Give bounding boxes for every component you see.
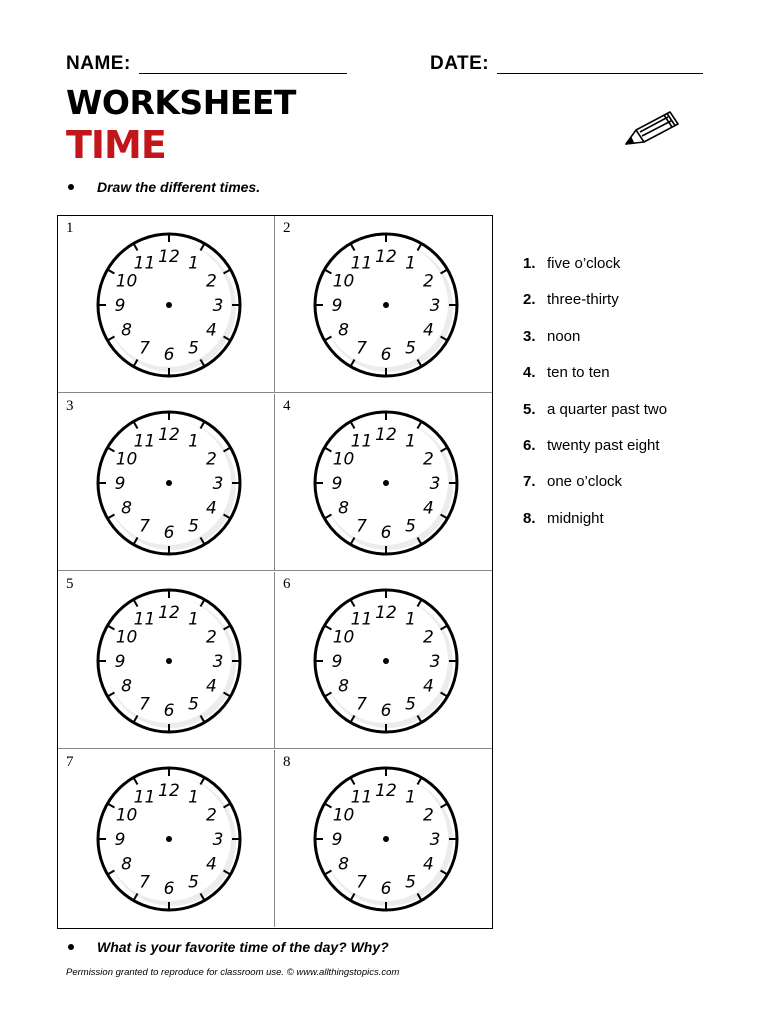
bullet <box>68 184 74 190</box>
clock-number: 9 <box>331 652 343 672</box>
clock-number: 3 <box>429 296 441 316</box>
clock-face-icon[interactable] <box>87 405 251 561</box>
task-number: 5. <box>523 400 536 418</box>
clock-number: 10 <box>332 805 355 826</box>
worksheet-title: WORKSHEET <box>66 83 296 122</box>
task-number: 6. <box>523 437 536 454</box>
task-item <box>523 510 604 527</box>
clock-center <box>383 836 389 842</box>
clock-number: 7 <box>356 872 367 893</box>
task-item <box>523 401 667 418</box>
clock-number: 9 <box>331 830 343 850</box>
clock-number: 3 <box>212 474 224 494</box>
task-number: 7. <box>523 473 536 491</box>
pencil-icon <box>622 108 684 152</box>
clock-number: 12 <box>375 247 397 267</box>
clock-grid <box>57 215 493 929</box>
clock-number: 5 <box>188 872 199 893</box>
clock-cell[interactable] <box>58 750 275 927</box>
clock-number: 12 <box>158 425 180 445</box>
cell-number: 1 <box>66 220 74 236</box>
question-text: What is your favorite time of the day? Why? <box>97 939 389 955</box>
clock-number: 3 <box>429 652 441 672</box>
clock-face-icon[interactable] <box>304 761 468 917</box>
clock-number: 8 <box>338 854 349 875</box>
clock-cell[interactable] <box>58 394 275 571</box>
clock-center <box>166 302 172 308</box>
clock-face-icon[interactable] <box>304 405 468 561</box>
name-field[interactable] <box>139 73 347 74</box>
task-number: 4. <box>523 364 536 382</box>
instruction-text: Draw the different times. <box>97 179 261 195</box>
clock-number: 1 <box>188 431 199 452</box>
clock-number: 6 <box>163 345 175 365</box>
clock-number: 4 <box>423 676 434 697</box>
clock-number: 6 <box>380 879 392 899</box>
clock-number: 8 <box>121 676 132 697</box>
clock-number: 5 <box>188 516 199 537</box>
clock-number: 12 <box>158 603 180 623</box>
bullet <box>68 944 74 950</box>
clock-number: 8 <box>338 320 349 341</box>
clock-number: 2 <box>423 627 434 648</box>
clock-number: 7 <box>139 694 150 715</box>
name-label: NAME: <box>66 53 131 74</box>
clock-face-icon[interactable] <box>87 227 251 383</box>
clock-number: 5 <box>405 338 416 359</box>
clock-cell[interactable] <box>275 394 492 571</box>
task-number: 1. <box>523 255 536 272</box>
cell-number: 8 <box>283 754 291 770</box>
clock-face-icon[interactable] <box>304 583 468 739</box>
clock-number: 1 <box>405 609 416 630</box>
clock-number: 7 <box>356 338 367 359</box>
clock-number: 5 <box>405 516 416 537</box>
clock-number: 9 <box>114 296 126 316</box>
clock-number: 10 <box>115 627 138 648</box>
cell-number: 5 <box>66 576 74 592</box>
cell-number: 3 <box>66 398 74 414</box>
clock-number: 9 <box>331 474 343 494</box>
clock-number: 10 <box>332 449 355 470</box>
clock-number: 5 <box>188 338 199 359</box>
clock-number: 12 <box>158 247 180 267</box>
clock-cell[interactable] <box>275 572 492 749</box>
task-item <box>523 364 610 381</box>
clock-number: 3 <box>212 296 224 316</box>
clock-number: 8 <box>121 498 132 519</box>
clock-number: 11 <box>133 431 156 452</box>
clock-number: 6 <box>380 701 392 721</box>
clock-number: 8 <box>338 676 349 697</box>
clock-number: 4 <box>206 854 217 875</box>
clock-number: 6 <box>380 523 392 543</box>
clock-number: 12 <box>375 781 397 801</box>
clock-number: 5 <box>188 694 199 715</box>
clock-number: 12 <box>158 781 180 801</box>
clock-number: 1 <box>188 253 199 274</box>
clock-number: 2 <box>206 271 217 292</box>
clock-number: 5 <box>405 872 416 893</box>
clock-number: 8 <box>338 498 349 519</box>
clock-face-icon[interactable] <box>87 583 251 739</box>
clock-number: 9 <box>114 474 126 494</box>
task-text: three-thirty <box>547 291 619 309</box>
task-text: ten to ten <box>547 364 610 382</box>
footer-permission: Permission granted to reproduce for classroom use. © www.allthingstopics.com <box>66 967 400 978</box>
clock-number: 11 <box>350 253 373 274</box>
clock-number: 2 <box>206 805 217 826</box>
clock-number: 4 <box>206 676 217 697</box>
clock-number: 2 <box>423 805 434 826</box>
clock-number: 1 <box>405 787 416 808</box>
clock-number: 7 <box>139 338 150 359</box>
task-text: midnight <box>547 509 604 527</box>
clock-number: 7 <box>139 516 150 537</box>
task-item <box>523 255 620 272</box>
clock-number: 11 <box>133 609 156 630</box>
clock-number: 2 <box>206 627 217 648</box>
clock-number: 11 <box>133 787 156 808</box>
clock-number: 2 <box>423 449 434 470</box>
time-title: TIME <box>66 123 166 167</box>
clock-number: 2 <box>423 271 434 292</box>
clock-number: 1 <box>405 253 416 274</box>
clock-number: 6 <box>163 701 175 721</box>
task-item <box>523 437 660 454</box>
clock-number: 9 <box>331 296 343 316</box>
clock-number: 3 <box>429 474 441 494</box>
clock-number: 10 <box>332 271 355 292</box>
cell-number: 6 <box>283 576 291 592</box>
clock-center <box>166 658 172 664</box>
clock-number: 7 <box>139 872 150 893</box>
clock-number: 4 <box>206 320 217 341</box>
clock-center <box>166 480 172 486</box>
cell-number: 7 <box>66 754 74 770</box>
clock-number: 10 <box>115 449 138 470</box>
date-field[interactable] <box>497 73 703 74</box>
clock-number: 2 <box>206 449 217 470</box>
clock-number: 11 <box>350 431 373 452</box>
task-number: 3. <box>523 327 536 345</box>
clock-number: 9 <box>114 652 126 672</box>
task-item <box>523 291 619 308</box>
clock-number: 11 <box>350 609 373 630</box>
clock-number: 12 <box>375 603 397 623</box>
clock-number: 9 <box>114 830 126 850</box>
clock-number: 1 <box>188 787 199 808</box>
clock-center <box>383 302 389 308</box>
clock-number: 6 <box>163 523 175 543</box>
clock-number: 1 <box>188 609 199 630</box>
clock-cell[interactable] <box>58 572 275 749</box>
clock-number: 8 <box>121 320 132 341</box>
clock-cell[interactable] <box>58 216 275 393</box>
task-number: 8. <box>523 509 536 527</box>
clock-face-icon[interactable] <box>304 227 468 383</box>
clock-number: 7 <box>356 516 367 537</box>
task-text: twenty past eight <box>547 437 660 454</box>
task-text: noon <box>547 327 581 345</box>
clock-number: 11 <box>350 787 373 808</box>
clock-number: 8 <box>121 854 132 875</box>
clock-number: 11 <box>133 253 156 274</box>
clock-center <box>166 836 172 842</box>
clock-center <box>383 658 389 664</box>
date-label: DATE: <box>430 53 490 74</box>
clock-number: 6 <box>380 345 392 365</box>
task-text: one o’clock <box>547 473 623 491</box>
clock-number: 6 <box>163 879 175 899</box>
clock-number: 5 <box>405 694 416 715</box>
task-item <box>523 473 622 490</box>
clock-number: 4 <box>206 498 217 519</box>
cell-number: 2 <box>283 220 291 236</box>
clock-number: 4 <box>423 854 434 875</box>
clock-number: 10 <box>332 627 355 648</box>
clock-number: 3 <box>212 652 224 672</box>
task-text: a quarter past two <box>547 400 668 418</box>
clock-cell[interactable] <box>275 216 492 393</box>
task-item <box>523 328 580 345</box>
clock-face-icon[interactable] <box>87 761 251 917</box>
clock-number: 3 <box>429 830 441 850</box>
clock-number: 10 <box>115 805 138 826</box>
clock-number: 10 <box>115 271 138 292</box>
clock-number: 1 <box>405 431 416 452</box>
clock-number: 4 <box>423 498 434 519</box>
task-number: 2. <box>523 291 536 309</box>
clock-center <box>383 480 389 486</box>
clock-number: 7 <box>356 694 367 715</box>
clock-number: 4 <box>423 320 434 341</box>
clock-cell[interactable] <box>275 750 492 927</box>
task-text: five o’clock <box>547 255 621 272</box>
clock-number: 12 <box>375 425 397 445</box>
cell-number: 4 <box>283 398 291 414</box>
clock-number: 3 <box>212 830 224 850</box>
